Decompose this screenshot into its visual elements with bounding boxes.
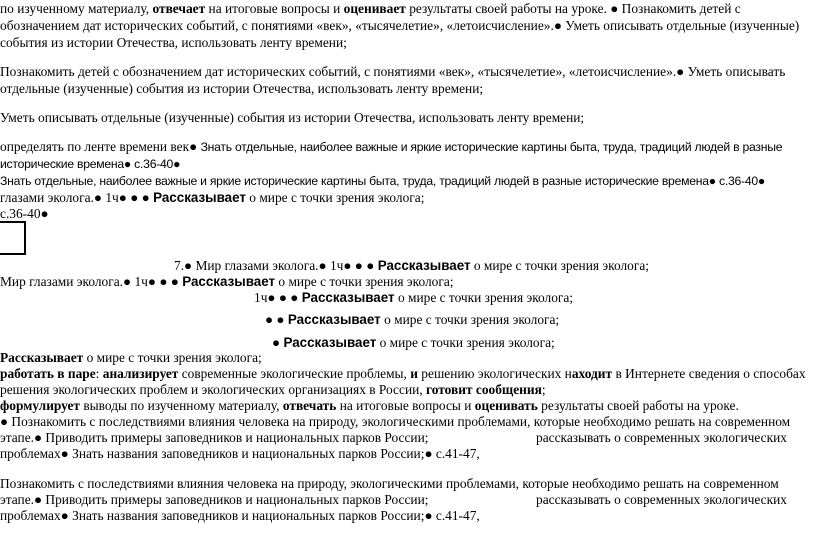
text-line-19 [0, 382, 546, 398]
text-fragment: этапе.● Приводить примеры заповедников и национальных парков России; [0, 492, 429, 507]
text-fragment: глазами эколога.● 1ч● ● ● [0, 190, 154, 205]
text-fragment: о мире с точки зрения эколога; [245, 190, 425, 205]
text-line-12 [174, 258, 649, 274]
text-line-20 [0, 398, 739, 414]
bold-term: отвечает [152, 1, 206, 16]
text-fragment: 1ч● ● ● [254, 290, 302, 305]
text-fragment: определять по ленте времени век● [0, 139, 201, 154]
text-line-6: Уметь описывать отдельные (изученные) события из истории Отечества, использовать ленту времени; [0, 110, 585, 125]
text-line-23: проблемах● Знать названия заповедников и национальных парков России;● с.41-47, [0, 446, 480, 461]
bold-term: Рассказывает [283, 335, 377, 350]
text-fragment: в Интернете сведения о способах [612, 366, 806, 381]
text-fragment: о мире с точки зрения эколога; [83, 350, 262, 365]
text-line-11: с.36-40● [0, 206, 49, 221]
bold-term: и [410, 366, 418, 381]
text-fragment: решения экологических проблем и экологических организациях в России, [0, 382, 426, 397]
bold-term: Рассказывает [287, 312, 381, 327]
text-fragment: рассказывать о современных экологических [536, 430, 787, 445]
bold-term: работать в паре [0, 366, 96, 381]
text-line-26: проблемах● Знать названия заповедников и национальных парков России;● с.41-47, [0, 508, 480, 523]
text-fragment: ; [541, 382, 546, 397]
text-fragment: о мире с точки зрения эколога; [376, 335, 555, 350]
text-fragment: этапе.● Приводить примеры заповедников и национальных парков России; [0, 430, 429, 445]
bold-term: Рассказывает [0, 350, 84, 365]
text-fragment: на итоговые вопросы и [336, 398, 475, 413]
bold-term: анализирует [102, 366, 179, 381]
text-line-10 [0, 190, 424, 206]
text-line-16 [272, 335, 555, 351]
text-line-2: обозначением дат исторических событий, с понятиями «век», «тысячелетие», «летоисчисление».● Уметь описывать отдельные (изученные) [0, 18, 800, 33]
text-line-8: исторические времена● с.36-40● [0, 157, 181, 171]
text-fragment: о мире с точки зрения эколога; [275, 274, 454, 289]
text-line-21: ● Познакомить с последствиями влияния человека на природу, экологическими проблемами, которые необходимо решать на современном [0, 414, 791, 429]
text-fragment: решению экологических н [417, 366, 572, 381]
text-line-17 [0, 350, 262, 366]
bold-term: Рассказывает [377, 258, 471, 273]
text-fragment: Мир глазами эколога.● 1ч● ● ● [0, 274, 183, 289]
text-line-7 [0, 139, 782, 155]
text-fragment: Знать отдельные, наиболее важные и яркие исторические картины быта, труда, традиций людей в разные [200, 140, 783, 154]
bold-term: аходит [571, 366, 613, 381]
text-line-1 [0, 1, 741, 17]
bold-term: готовит сообщения [425, 382, 542, 397]
text-line-15 [265, 312, 559, 328]
text-line-18 [0, 366, 806, 382]
bold-term: Рассказывает [301, 290, 395, 305]
text-fragment: на итоговые вопросы и [205, 1, 344, 16]
text-line-4: Познакомить детей с обозначением дат исторических событий, с понятиями «век», «тысячелетие», «летоисчисление».● Уметь описывать [0, 64, 786, 79]
bold-term: Рассказывает [182, 274, 276, 289]
text-fragment: современные экологические проблемы, [178, 366, 411, 381]
text-fragment: 7.● Мир глазами эколога.● 1ч● ● ● [174, 258, 378, 273]
text-line-13 [0, 274, 454, 290]
bold-term: Рассказывает [153, 190, 246, 205]
text-fragment: ● [272, 335, 284, 350]
bold-term: оценивает [343, 1, 406, 16]
text-fragment: о мире с точки зрения эколога; [394, 290, 574, 305]
text-fragment: ● ● [265, 312, 288, 327]
text-line-25 [0, 492, 816, 508]
text-fragment: выводы по изученному материалу, [80, 398, 283, 413]
bold-term: отвечать [282, 398, 337, 413]
text-fragment: о мире с точки зрения эколога; [380, 312, 560, 327]
text-line-5: отдельные (изученные) события из истории Отечества, использовать ленту времени; [0, 81, 484, 96]
text-fragment: : [95, 366, 103, 381]
text-fragment: рассказывать о современных экологических [536, 492, 787, 507]
text-line-24: Познакомить с последствиями влияния человека на природу, экологическими проблемами, которые необходимо решать на современном [0, 476, 779, 491]
text-fragment: о мире с точки зрения эколога; [470, 258, 650, 273]
text-fragment: по изученному материалу, [0, 1, 153, 16]
empty-frame [0, 221, 26, 255]
text-line-3: события из истории Отечества, использовать ленту времени; [0, 35, 347, 50]
text-line-14 [254, 290, 573, 306]
bold-term: формулирует [0, 398, 80, 413]
text-line-9: Знать отдельные, наиболее важные и яркие исторические картины быта, труда, традиций людей в разные исторические времена● с.36-40● [0, 174, 766, 188]
bold-term: оценивать [474, 398, 538, 413]
text-line-22 [0, 430, 816, 446]
text-fragment: результаты своей работы на уроке. ● Познакомить детей с [405, 1, 741, 16]
text-fragment: результаты своей работы на уроке. [537, 398, 739, 413]
